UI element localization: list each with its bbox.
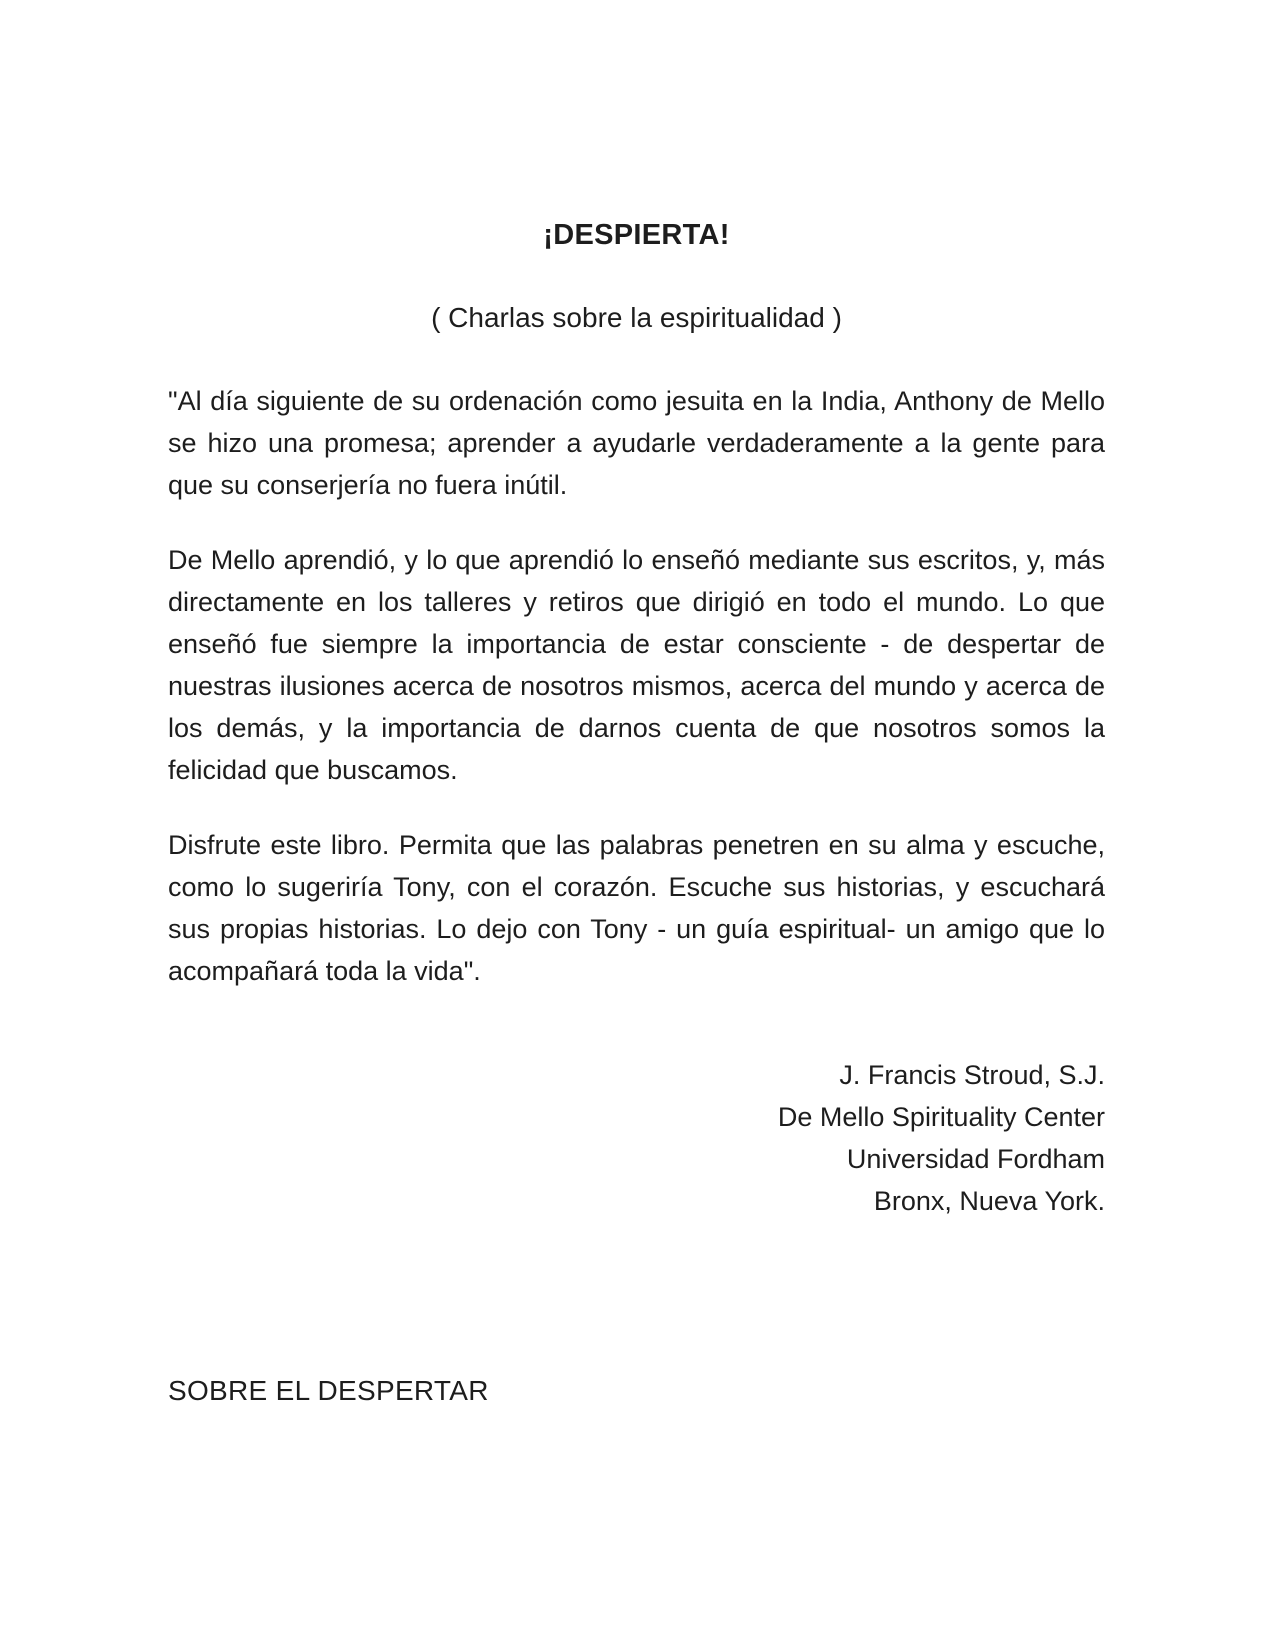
paragraph-invitation: Disfrute este libro. Permita que las palabras penetren en su alma y escuche, como lo sugeriría Tony, con el corazón. Escuche sus historias, y escuchará sus propias historias. Lo dejo con Tony - un guía espiritual- un amigo que lo acompañará toda la vida". bbox=[168, 830, 1105, 986]
page-title: ¡DESPIERTA! bbox=[543, 219, 730, 251]
signature-block bbox=[168, 1054, 1105, 1222]
signature-author-name: J. Francis Stroud, S.J. bbox=[839, 1060, 1105, 1090]
paragraph-intro: "Al día siguiente de su ordenación como jesuita en la India, Anthony de Mello se hizo una promesa; aprender a ayudarle verdaderamente a la gente para que su conserjería no fuera inútil. bbox=[168, 386, 1105, 500]
signature-location: Bronx, Nueva York. bbox=[873, 1186, 1105, 1216]
paragraph-teachings: De Mello aprendió, y lo que aprendió lo enseñó mediante sus escritos, y, más directamente en los talleres y retiros que dirigió en todo el mundo. Lo que enseñó fue siempre la importancia de estar consciente - de despertar de nuestras ilusiones acerca de nosotros mismos, acerca del mundo y acerca de los demás, y la importancia de darnos cuenta de que nosotros somos la felicidad que buscamos. bbox=[168, 545, 1105, 785]
signature-university: Universidad Fordham bbox=[846, 1144, 1105, 1174]
section-heading-sobre-el-despertar: SOBRE EL DESPERTAR bbox=[168, 1375, 489, 1406]
signature-organization: De Mello Spirituality Center bbox=[777, 1102, 1105, 1132]
page-subtitle: ( Charlas sobre la espiritualidad ) bbox=[431, 302, 842, 333]
